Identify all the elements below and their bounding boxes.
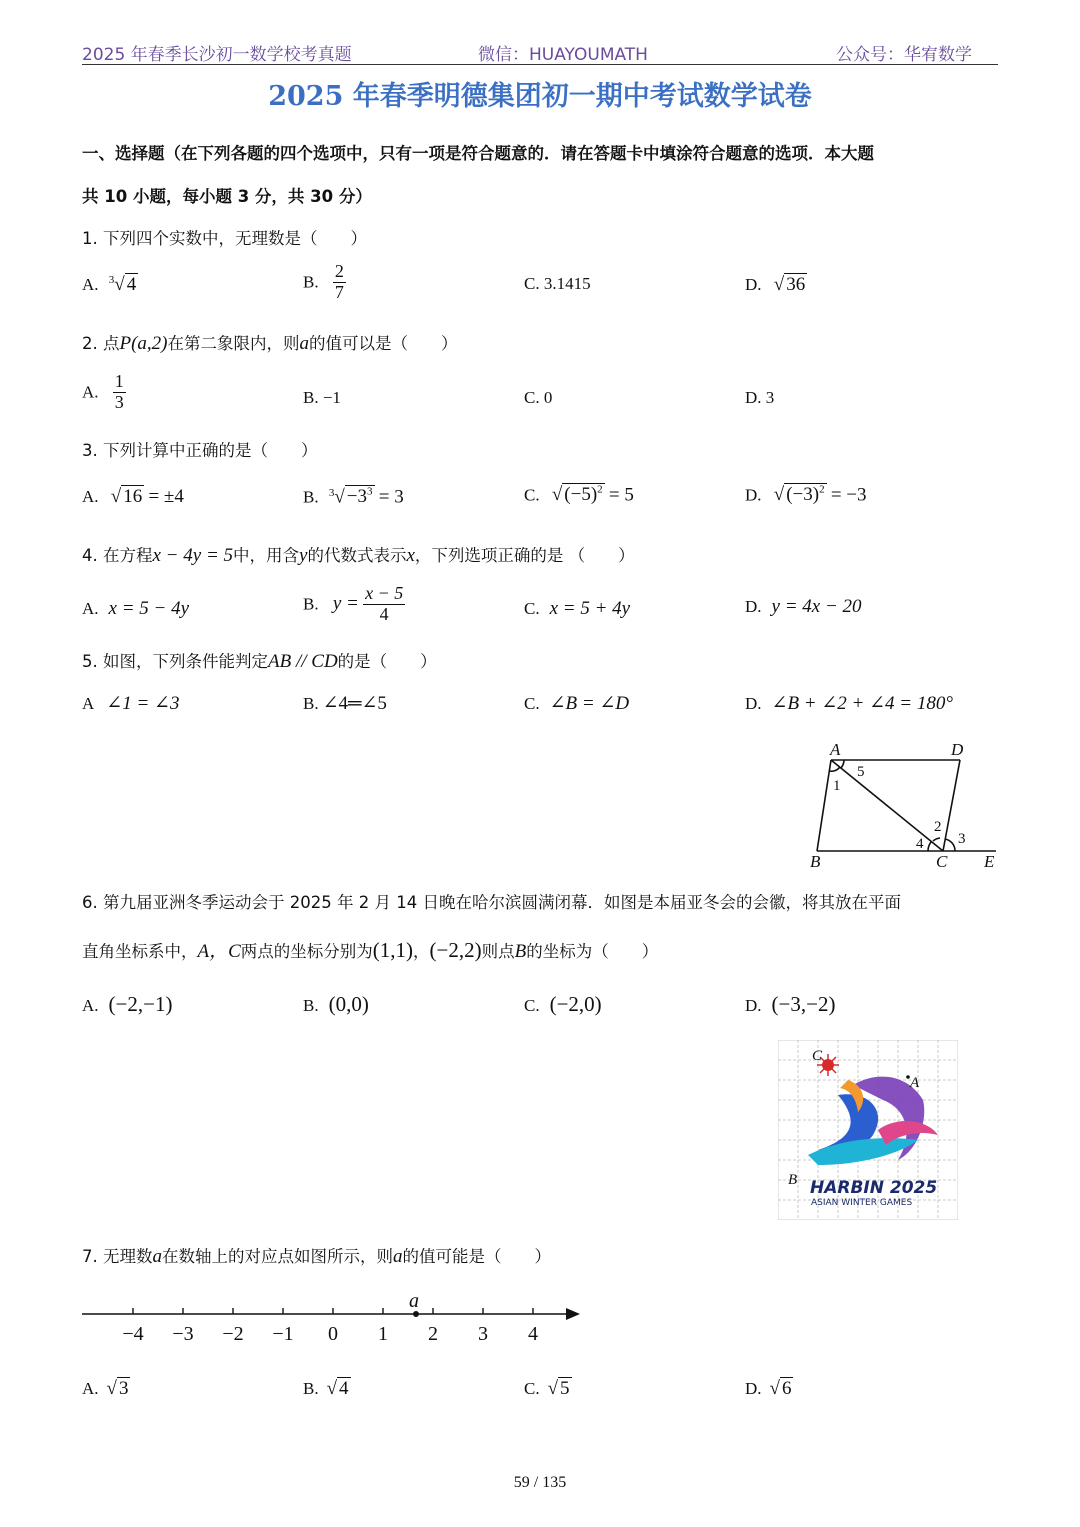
logo-sub-text: ASIAN WINTER GAMES — [811, 1198, 913, 1208]
q4-option-b: B. y = $\frac{x - 5}{4}$ — [303, 583, 404, 624]
section-heading-line1: 一、选择题（在下列各题的四个选项中，只有一项是符合题意的．请在答题卡中填涂符合题意的选项．本大题 — [82, 144, 874, 163]
q3-option-c: C. √ $(-5)^2 = 5$ — [524, 484, 634, 506]
label-angle-2: 2 — [934, 819, 942, 835]
q3-option-b: B. $^3√ -3^3 = 3$ — [303, 486, 404, 508]
tick-label: 1 — [378, 1323, 388, 1345]
label-angle-1: 1 — [833, 778, 841, 794]
tick-label: −4 — [122, 1323, 144, 1345]
q3-stem: 3. 下列计算中正确的是（ ） — [82, 441, 318, 460]
label-angle-5: 5 — [857, 764, 865, 780]
q5-option-a: A ∠1 = ∠3 — [82, 693, 180, 714]
q6-option-b: B. (0,0) — [303, 992, 369, 1016]
axis-arrow-icon — [566, 1308, 580, 1320]
q6-option-a: A. (−2,−1) — [82, 992, 173, 1016]
q6-logo-figure — [778, 1040, 958, 1220]
q1-option-a: A. $^3$√ 4 — [82, 274, 137, 295]
angle-arc-4 — [928, 842, 931, 851]
q7-option-a: A. √ 3 — [82, 1378, 129, 1399]
q2-option-a: A. $\frac{1}{3}$ — [82, 371, 124, 412]
q1-stem: 1. 下列四个实数中，无理数是（ ） — [82, 229, 367, 248]
header-divider — [82, 64, 998, 65]
tick-label: −1 — [272, 1323, 294, 1345]
q5-stem: 5. 如图，下列条件能判定AB // CD的是（ ） — [82, 651, 437, 672]
q1-option-b: B. $\frac{2}{7}$ — [303, 261, 344, 302]
tick-label: 2 — [428, 1323, 438, 1345]
label-D: D — [951, 740, 964, 759]
angle-arc-2 — [933, 838, 940, 841]
q7-option-b: B. √ 4 — [303, 1378, 349, 1399]
header-center: 微信：HUAYOUMATH — [478, 45, 648, 65]
page-title: 2025 年春季明德集团初一期中考试数学试卷 — [268, 81, 812, 112]
angle-arc-5 — [841, 760, 844, 768]
q5-option-b: B. ∠4═∠5 — [303, 693, 387, 714]
label-angle-3: 3 — [958, 831, 966, 847]
segment-AB — [817, 760, 831, 851]
tick-label: 3 — [478, 1323, 488, 1345]
q4-option-c: C. x = 5 + 4y — [524, 598, 631, 619]
label-C: C — [936, 852, 948, 871]
logo-label-A: A — [910, 1075, 920, 1091]
q3-option-d: D. √ $(-3)^2 = -3$ — [745, 484, 867, 506]
q2-option-d: D. 3 — [745, 388, 775, 407]
q3-option-a: A. √ 16 = ±4 — [82, 486, 184, 507]
tick-label: 4 — [528, 1323, 538, 1345]
q5-option-d: D. ∠B + ∠2 + ∠4 = 180° — [745, 693, 953, 714]
header-right: 公众号：华宥数学 — [836, 45, 972, 65]
header-left: 2025 年春季长沙初一数学校考真题 — [82, 45, 352, 65]
point-a-label: a — [409, 1290, 419, 1312]
q1-option-d: D. √ 36 — [745, 274, 806, 295]
label-E: E — [984, 852, 995, 871]
label-angle-4: 4 — [916, 836, 924, 852]
q2-stem: 2. 点P(a,2)在第二象限内，则a的值可以是（ ） — [82, 333, 458, 354]
q6-stem-line2: 直角坐标系中，A，C两点的坐标分别为(1,1)，(−2,2)则点B的坐标为（ ） — [82, 938, 659, 962]
q4-stem: 4. 在方程x − 4y = 5中，用含y的代数式表示x，下列选项正确的是 （ ） — [82, 545, 635, 566]
angle-arc-3 — [945, 839, 955, 851]
q2-option-b: B. −1 — [303, 388, 341, 407]
label-B: B — [810, 852, 821, 871]
tick-label: −3 — [172, 1323, 194, 1345]
tick-label: −2 — [222, 1323, 244, 1345]
page-number: 59 / 135 — [513, 1474, 567, 1491]
label-A: A — [830, 740, 841, 759]
logo-label-B: B — [788, 1172, 798, 1188]
logo-brand-text: HARBIN 2025 — [810, 1178, 938, 1198]
q6-stem-line1: 6. 第九届亚洲冬季运动会于 2025 年 2 月 14 日晚在哈尔滨圆满闭幕．如图是本届亚冬会的会徽，将其放在平面 — [82, 893, 901, 912]
q4-option-d: D. y = 4x − 20 — [745, 596, 862, 617]
q5-option-c: C. ∠B = ∠D — [524, 693, 630, 714]
segment-AC — [831, 760, 943, 851]
q7-option-d: D. √ 6 — [745, 1378, 792, 1399]
q1-option-c: C. 3.1415 — [524, 274, 591, 293]
q6-option-c: C. (−2,0) — [524, 992, 602, 1016]
q4-option-a: A. x = 5 − 4y — [82, 598, 190, 619]
section-heading-line2: 共 10 小题，每小题 3 分，共 30 分） — [82, 187, 372, 206]
angle-arc-1 — [829, 767, 840, 771]
tick-label: 0 — [328, 1323, 338, 1345]
q5-geometry-figure — [800, 735, 1010, 875]
q2-option-c: C. 0 — [524, 388, 553, 407]
q7-number-line — [80, 1288, 590, 1350]
logo-label-C: C — [812, 1048, 823, 1064]
q6-option-d: D. (−3,−2) — [745, 992, 836, 1016]
q7-option-c: C. √ 5 — [524, 1378, 570, 1399]
q7-stem: 7. 无理数a在数轴上的对应点如图所示，则a的值可能是（ ） — [82, 1246, 551, 1267]
